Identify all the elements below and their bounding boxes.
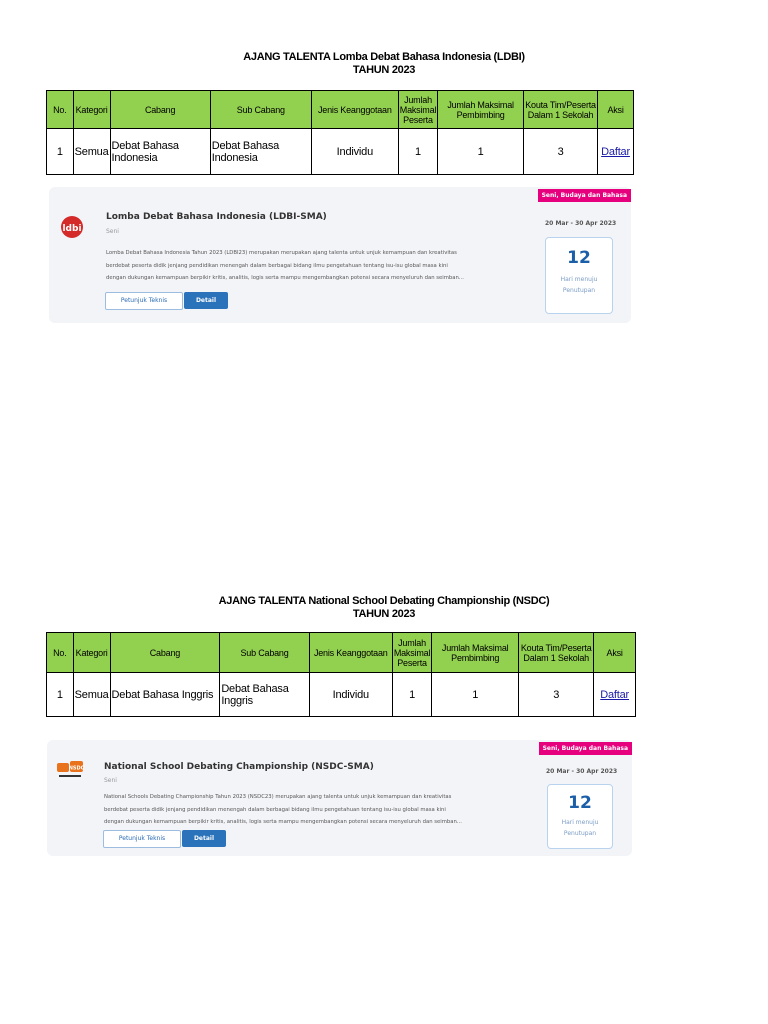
card-description <box>106 247 526 285</box>
countdown-label-line1: Hari menuju <box>561 819 599 826</box>
table-header-row <box>47 91 634 129</box>
header-kategori: Kategori <box>73 91 110 129</box>
cell-aksi <box>594 673 636 717</box>
table-row <box>47 129 634 175</box>
header-max-peserta: Jumlah Maksimal Peserta <box>398 91 437 129</box>
countdown-label-line2: Penutupan <box>563 830 597 837</box>
cell-jenis: Individu <box>311 129 398 175</box>
countdown-box <box>547 784 613 849</box>
section1-card <box>49 187 631 323</box>
card-category: Seni <box>104 777 117 784</box>
category-badge: Seni, Budaya dan Bahasa <box>538 189 631 202</box>
cell-no: 1 <box>47 673 74 717</box>
detail-button[interactable]: Detail <box>182 830 226 847</box>
header-no: No. <box>47 633 74 673</box>
section2-title-line2: TAHUN 2023 <box>352 608 416 620</box>
section1-title <box>0 51 768 77</box>
countdown-label <box>546 274 612 296</box>
cell-kategori: Semua <box>73 673 110 717</box>
section2-table <box>46 632 636 717</box>
header-max-peserta: Jumlah Maksimal Peserta <box>392 633 431 673</box>
header-max-pembimbing: Jumlah Maksimal Pembimbing <box>438 91 524 129</box>
cell-kategori: Semua <box>73 129 110 175</box>
cell-no: 1 <box>47 129 74 175</box>
section2-card <box>47 740 632 856</box>
card-desc-line1: Lomba Debat Bahasa Indonesia Tahun 2023 (LDBI23) merupakan merupakan ajang talenta untuk unjuk kemampuan dan kreativitas <box>106 250 457 256</box>
section2-title <box>0 595 768 621</box>
daftar-link[interactable]: Daftar <box>600 688 630 701</box>
daftar-link[interactable]: Daftar <box>601 145 630 158</box>
card-title: National School Debating Championship (NSDC-SMA) <box>104 762 374 772</box>
header-aksi: Aksi <box>594 633 636 673</box>
header-kouta: Kouta Tim/Peserta Dalam 1 Sekolah <box>523 91 597 129</box>
header-cabang: Cabang <box>110 633 220 673</box>
cell-max-peserta: 1 <box>392 673 431 717</box>
card-description <box>104 791 524 829</box>
header-no: No. <box>47 91 74 129</box>
card-desc-line1: National Schools Debating Championship Tahun 2023 (NSDC23) merupakan ajang talenta untuk unjuk kemampuan dan kreativitas <box>104 794 452 800</box>
nsdc-logo-icon <box>55 760 85 782</box>
nsdc-logo-text: NSDC <box>68 765 85 772</box>
header-kouta: Kouta Tim/Peserta Dalam 1 Sekolah <box>519 633 594 673</box>
header-sub-cabang: Sub Cabang <box>210 91 311 129</box>
header-max-pembimbing: Jumlah Maksimal Pembimbing <box>432 633 519 673</box>
countdown-box <box>545 237 613 314</box>
countdown-label-line2: Penutupan <box>562 287 596 294</box>
countdown-label-line1: Hari menuju <box>560 276 598 283</box>
ldbi-logo-text: ldbi <box>62 224 82 234</box>
countdown-number: 12 <box>567 248 591 268</box>
petunjuk-teknis-button[interactable]: Petunjuk Teknis <box>105 292 183 310</box>
section2-title-line1: AJANG TALENTA National School Debating Championship (NSDC) <box>218 595 550 607</box>
cell-sub-cabang: Debat Bahasa Indonesia <box>210 129 311 175</box>
cell-cabang: Debat Bahasa Inggris <box>110 673 220 717</box>
header-kategori: Kategori <box>73 633 110 673</box>
event-dates: 20 Mar - 30 Apr 2023 <box>546 768 618 775</box>
card-desc-line3: dengan dukungan kemampuan berpikir kritis, analitis, logis serta mampu mengembangkan potensi secara menyeluruh dan seimban... <box>106 275 464 281</box>
cell-cabang: Debat Bahasa Indonesia <box>110 129 210 175</box>
section1-table <box>46 90 634 175</box>
header-sub-cabang: Sub Cabang <box>220 633 309 673</box>
cell-max-pembimbing: 1 <box>432 673 519 717</box>
header-aksi: Aksi <box>598 91 634 129</box>
header-jenis-keanggotaan: Jenis Keanggotaan <box>309 633 392 673</box>
countdown-label <box>548 817 612 839</box>
cell-sub-cabang: Debat Bahasa Inggris <box>220 673 309 717</box>
card-title: Lomba Debat Bahasa Indonesia (LDBI-SMA) <box>106 212 327 222</box>
ldbi-logo-icon <box>59 213 85 241</box>
card-desc-line3: dengan dukungan kemampuan berpikir kritis, analitis, logis serta mampu mengembangkan potensi secara menyeluruh dan seimban... <box>104 819 462 825</box>
cell-max-peserta: 1 <box>398 129 437 175</box>
section1-title-line2: TAHUN 2023 <box>352 64 416 76</box>
category-badge: Seni, Budaya dan Bahasa <box>539 742 632 755</box>
card-desc-line2: berdebat peserta didik jenjang pendidikan menengah dalam berbagai bidang ilmu pengetahuan tentang isu-isu global masa kini <box>106 262 448 269</box>
table-row <box>47 673 636 717</box>
section1-title-line1: AJANG TALENTA Lomba Debat Bahasa Indonesia (LDBI) <box>243 51 525 63</box>
card-desc-line2: berdebat peserta didik jenjang pendidikan menengah dalam berbagai bidang ilmu pengetahuan tentang isu-isu global masa kini <box>104 806 446 813</box>
cell-kouta: 3 <box>519 673 594 717</box>
cell-kouta: 3 <box>523 129 597 175</box>
petunjuk-teknis-button[interactable]: Petunjuk Teknis <box>103 830 181 848</box>
cell-aksi <box>598 129 634 175</box>
header-cabang: Cabang <box>110 91 210 129</box>
cell-jenis: Individu <box>309 673 392 717</box>
event-dates: 20 Mar - 30 Apr 2023 <box>545 220 617 227</box>
card-category: Seni <box>106 228 119 235</box>
detail-button[interactable]: Detail <box>184 292 228 309</box>
countdown-number: 12 <box>568 793 592 813</box>
cell-max-pembimbing: 1 <box>438 129 524 175</box>
table-header-row <box>47 633 636 673</box>
header-jenis-keanggotaan: Jenis Keanggotaan <box>311 91 398 129</box>
